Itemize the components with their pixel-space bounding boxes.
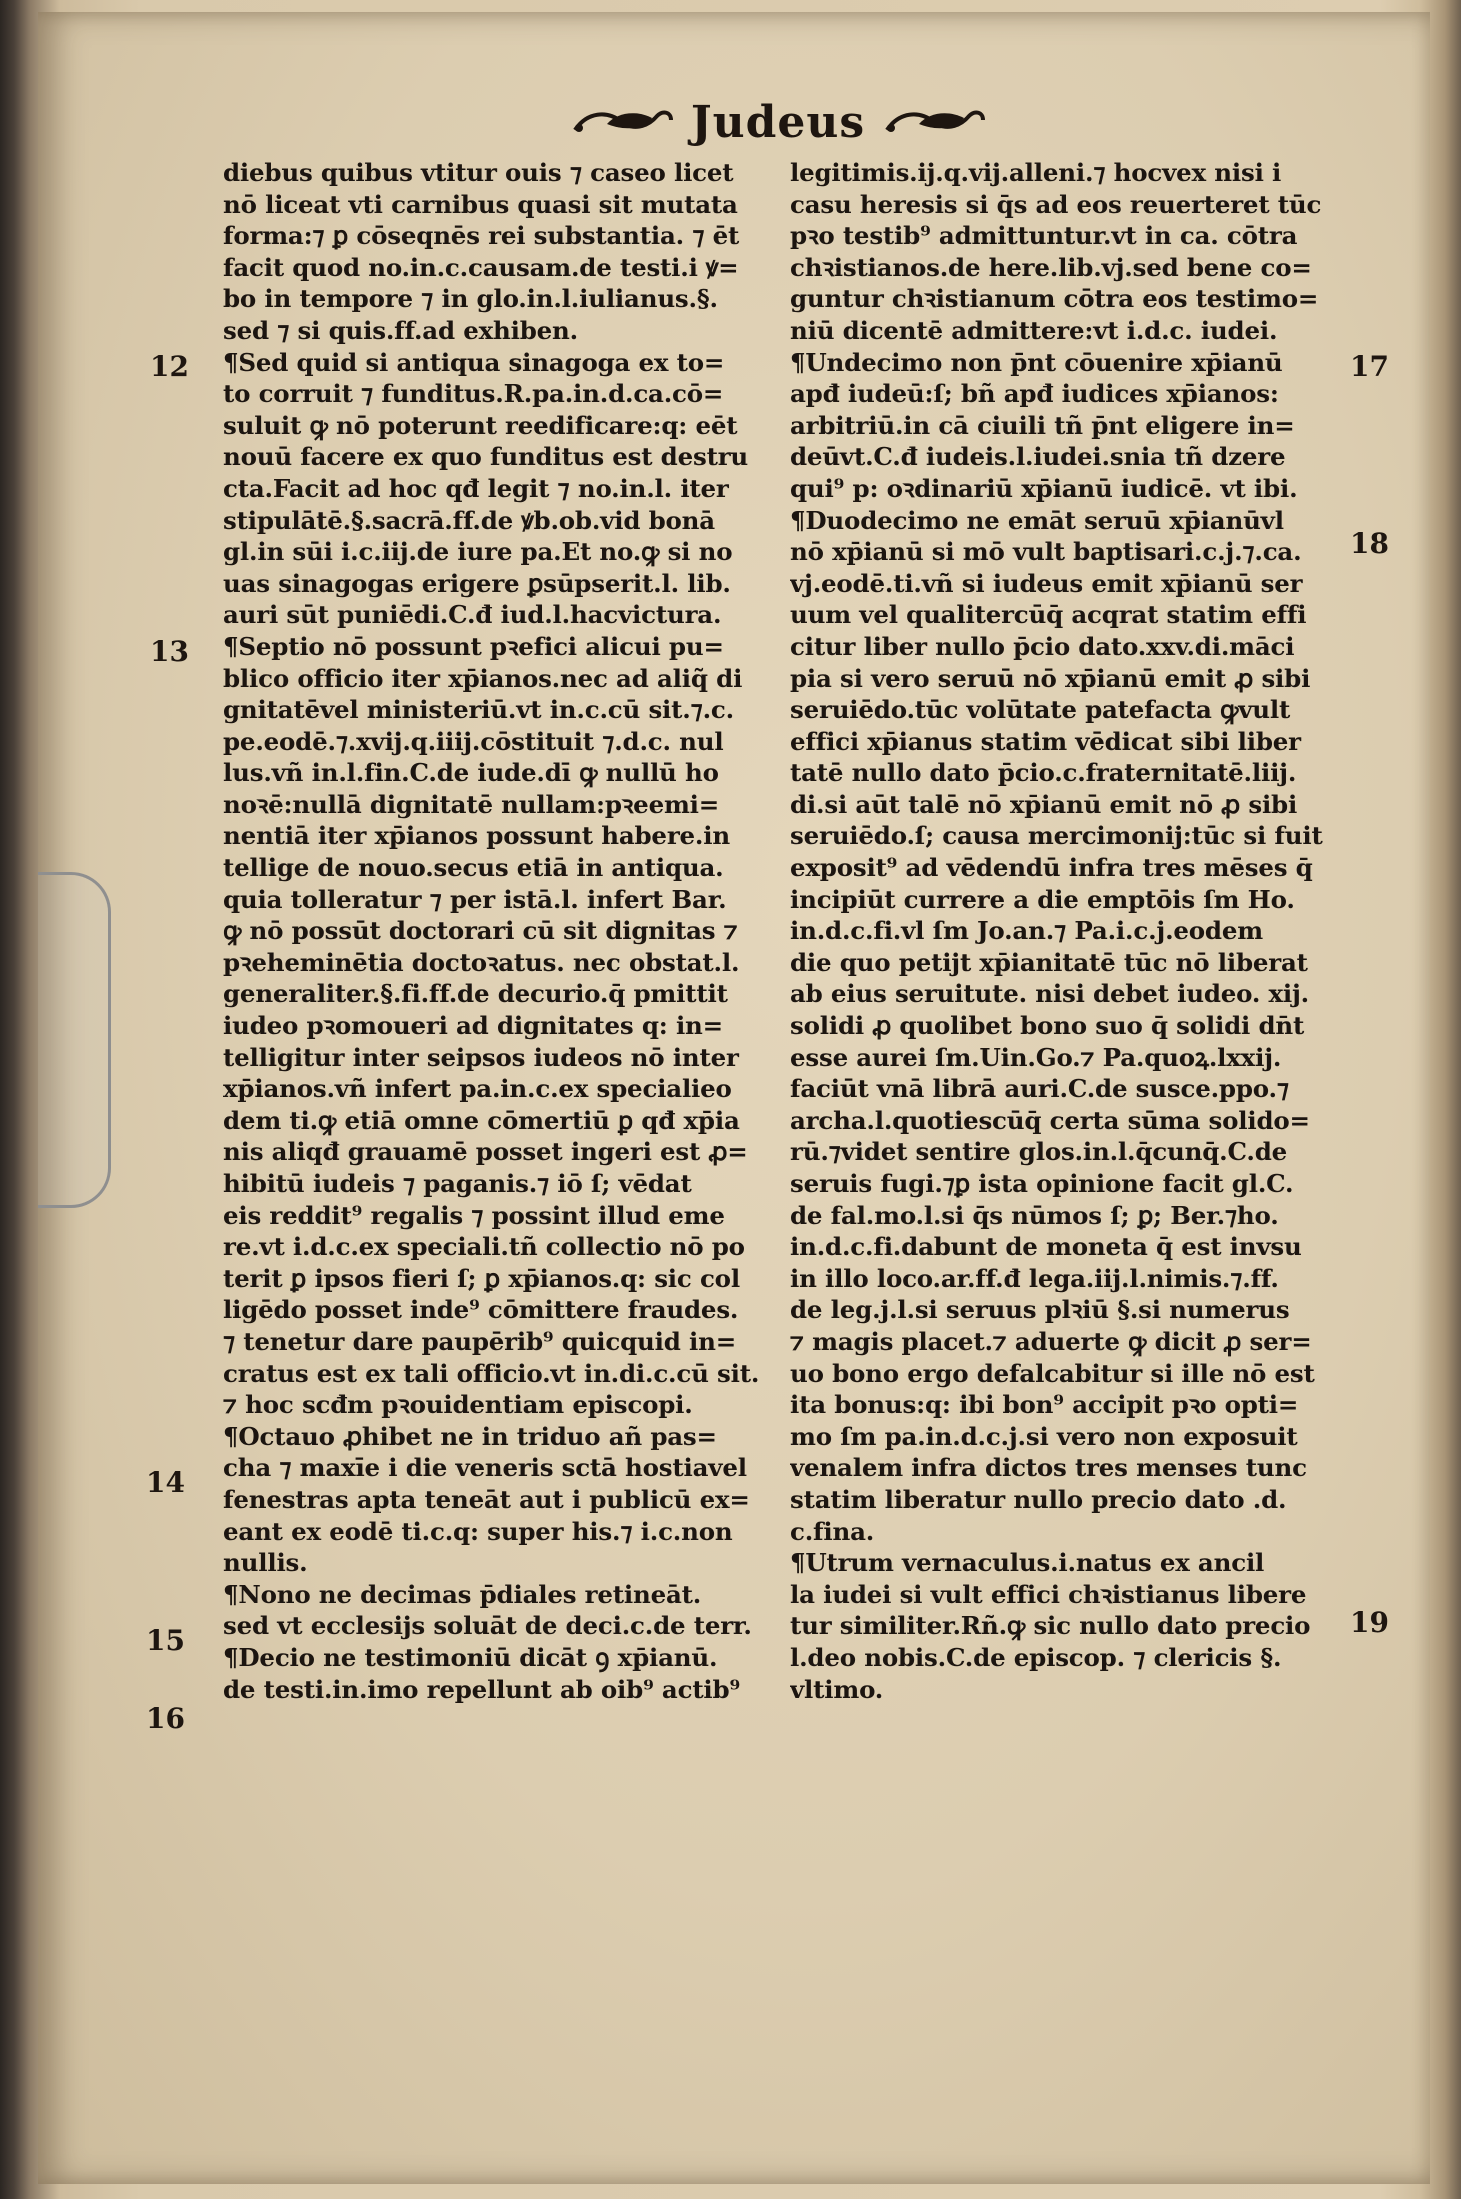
text-line: vj.eodē.ti.vñ si iudeus emit xp̄ianū ser [790, 568, 1303, 598]
text-line: die quo petijt xp̄ianitatē tūc nō liberat [790, 947, 1308, 977]
text-line: ¶Decio ne testimoniū dicāt ꝯ xp̄ianū. [223, 1642, 718, 1672]
text-line: nentiā iter xp̄ianos possunt habere.in [223, 821, 730, 851]
margin-number: 19 [1350, 1606, 1389, 1639]
text-line: arbitriū.in cā ciuili tñ p̄nt eligere in= [790, 410, 1295, 440]
text-line: de leg.j.l.si seruus plꝛiū §.si numerus [790, 1295, 1290, 1325]
text-line: in.d.c.fi.vl ſm Jo.an.⁊ Pa.i.c.j.eodem [790, 916, 1263, 946]
text-line: statim liberatur nullo precio dato .d. [790, 1484, 1287, 1514]
text-line: forma:⁊ ꝑ cōseqnēs rei substantia. ⁊ ēt [223, 221, 740, 251]
text-line: cha ⁊ maxīe i die veneris sctā hostiavel [223, 1453, 747, 1483]
text-line: dem ti.ꝙ etiā omne cōmertiū ꝑ qđ xp̄ia [223, 1105, 740, 1135]
text-line: noꝛē:nullā dignitatē nullam:pꝛeemi= [223, 789, 720, 819]
text-line: vltimo. [790, 1674, 884, 1704]
text-line: ⁊ hoc scđm pꝛouidentiam episcopi. [223, 1390, 693, 1420]
text-line: tatē nullo dato p̄cio.c.fraternitatē.liij. [790, 758, 1297, 788]
text-line: facit quod no.in.c.causam.de testi.i ꝟ= [223, 252, 739, 282]
text-line: ⁊ tenetur dare paupērib⁹ quicquid in= [223, 1326, 737, 1356]
text-line: casu heresis si q̄s ad eos reuerteret tūc [790, 189, 1322, 219]
text-line: generaliter.§.fi.ff.de decurio.q̄ pmittit [223, 979, 728, 1009]
text-line: eant ex eodē ti.c.q: super his.⁊ i.c.non [223, 1516, 733, 1546]
text-line: ¶Nono ne decimas p̄diales retineāt. [223, 1579, 702, 1609]
text-line: niū dicentē admittere:vt i.d.c. iudei. [790, 315, 1278, 345]
margin-number: 18 [1350, 527, 1389, 560]
text-line: terit ꝑ ipsos fieri ſ; ꝑ xp̄ianos.q: sic col [223, 1263, 740, 1293]
text-line: qui⁹ p: oꝛdinariū xp̄ianū iudicē. vt ibi. [790, 473, 1298, 503]
text-line: lus.vñ in.l.fin.C.de iude.dī ꝙ nullū ho [223, 758, 719, 788]
text-line: nis aliqđ grauamē posset ingeri est ꝓ= [223, 1137, 748, 1167]
margin-number: 17 [1350, 350, 1389, 383]
text-line: quia tolleratur ⁊ per istā.l. infert Bar. [223, 884, 727, 914]
text-line: solidi ꝓ quolibet bono suo q̄ solidi dn̄t [790, 1011, 1305, 1041]
text-line: auri sūt puniēdi.C.đ iud.l.hacvictura. [223, 600, 722, 630]
margin-number: 14 [146, 1466, 185, 1499]
text-line: cta.Facit ad hoc qđ legit ⁊ no.in.l. iter [223, 473, 729, 503]
text-line: blico officio iter xp̄ianos.nec ad aliq̃ di [223, 663, 743, 693]
text-line: faciūt vnā librā auri.C.de susce.ppo.⁊ [790, 1074, 1289, 1104]
text-line: hibitū iudeis ⁊ paganis.⁊ iō ſ; vēdat [223, 1169, 692, 1198]
text-line: de testi.in.imo repellunt ab oib⁹ actib⁹ [223, 1674, 741, 1704]
text-line: uo bono ergo defalcabitur si ille nō est [790, 1358, 1315, 1388]
text-line: pꝛeheminētia doctoꝛatus. nec obstat.l. [223, 947, 740, 977]
text-line: legitimis.ij.q.vij.alleni.⁊ hocvex nisi i [790, 158, 1282, 187]
page-title: Judeus [690, 96, 866, 148]
text-line: sed ⁊ si quis.ff.ad exhiben. [223, 315, 578, 345]
text-line: bo in tempore ⁊ in glo.in.l.iulianus.§. [223, 284, 718, 314]
text-line: guntur chꝛistianum cōtra eos testimo= [790, 284, 1319, 314]
text-line: incipiūt currere a die emptōis ſm Ho. [790, 884, 1295, 914]
text-line: chꝛistianos.de here.lib.vj.sed bene co= [790, 252, 1312, 282]
text-line: ⁊ magis placet.⁊ aduerte ꝙ dicit ꝓ ser= [790, 1326, 1312, 1356]
text-line: citur liber nullo p̄cio dato.xxv.di.māci [790, 631, 1295, 661]
text-line: seruiēdo.ſ; causa mercimonij:tūc si fuit [790, 821, 1323, 851]
text-line: ¶Undecimo non p̄nt cōuenire xp̄ianū [790, 347, 1283, 377]
text-line: stipulātē.§.sacrā.ff.de ꝟb.ob.vid bonā [223, 505, 715, 535]
text-line: effici xp̄ianus statim vēdicat sibi liber [790, 726, 1301, 756]
text-line: to corruit ⁊ funditus.R.pa.in.d.ca.cō= [223, 379, 724, 409]
text-line: exposit⁹ ad vēdendū infra tres mēses q̄ [790, 853, 1313, 883]
text-line: suluit ꝙ nō poterunt reedificare:q: eēt [223, 410, 738, 440]
binding-clip [38, 872, 111, 1208]
text-line: cratus est ex tali officio.vt in.di.c.cū sit. [223, 1358, 760, 1388]
text-line: xp̄ianos.vñ infert pa.in.c.ex specialieo [223, 1074, 732, 1104]
text-line: ¶Duodecimo ne emāt seruū xp̄ianūvl [790, 505, 1284, 535]
text-line: seruis fugi.⁊ꝑ ista opinione facit gl.C. [790, 1169, 1294, 1198]
text-line: l.deo nobis.C.de episcop. ⁊ clericis §. [790, 1642, 1282, 1672]
text-line: iudeo pꝛomoueri ad dignitates q: in= [223, 1011, 723, 1041]
text-line: ¶Octauo ꝓhibet ne in triduo añ pas= [223, 1421, 717, 1451]
text-line: uas sinagogas erigere ꝑsūpserit.l. lib. [223, 568, 731, 598]
text-line: pia si vero seruū nō xp̄ianū emit ꝓ sibi [790, 663, 1311, 693]
running-header [538, 92, 1018, 152]
text-line: seruiēdo.tūc volūtate patefacta ꝙvult [790, 695, 1291, 725]
text-line: la iudei si vult effici chꝛistianus libere [790, 1579, 1307, 1609]
margin-number: 16 [146, 1702, 185, 1735]
text-line: nullis. [223, 1548, 308, 1578]
text-line: nō liceat vti carnibus quasi sit mutata [223, 189, 738, 219]
text-line: tur similiter.Rñ.ꝙ sic nullo dato precio [790, 1611, 1311, 1641]
text-line: ita bonus:q: ibi bon⁹ accipit pꝛo opti= [790, 1390, 1299, 1420]
text-line: ¶Utrum vernaculus.i.natus ex ancil [790, 1548, 1265, 1578]
text-line: diebus quibus vtitur ouis ⁊ caseo licet [223, 158, 734, 187]
text-line: uum vel qualitercūq̄ acqrat statim effi [790, 600, 1307, 630]
text-line: ¶Sed quid si antiqua sinagoga ex to= [223, 347, 725, 377]
text-line: fenestras apta teneāt aut i publicū ex= [223, 1484, 750, 1514]
text-line: sed vt ecclesijs soluāt de deci.c.de terr. [223, 1611, 752, 1641]
margin-number: 12 [150, 350, 189, 383]
text-line: deūvt.C.đ iudeis.l.iudei.snia tñ dzere [790, 442, 1286, 472]
text-line: esse aurei ſm.Uin.Go.⁊ Pa.quoꝝ.lxxij. [790, 1042, 1282, 1072]
text-line: venalem infra dictos tres menses tunc [790, 1453, 1307, 1483]
text-line: ab eius seruitute. nisi debet iudeo. xij. [790, 979, 1310, 1009]
text-line: de fal.mo.l.si q̄s nūmos ſ; ꝑ; Ber.⁊ho. [790, 1200, 1279, 1230]
text-line: rū.⁊videt sentire glos.in.l.q̄cunq̄.C.de [790, 1137, 1288, 1167]
margin-number: 13 [150, 635, 189, 668]
text-line: re.vt i.d.c.ex speciali.tñ collectio nō po [223, 1232, 745, 1262]
left-column [223, 157, 783, 1705]
margin-number: 15 [146, 1624, 185, 1657]
text-line: in.d.c.fi.dabunt de moneta q̄ est invsu [790, 1232, 1302, 1262]
text-line: ¶Septio nō possunt pꝛefici alicui pu= [223, 631, 724, 661]
text-line: eis reddit⁹ regalis ⁊ possint illud eme [223, 1200, 725, 1230]
ornament-left-icon [567, 102, 677, 142]
ornament-right-icon [879, 102, 989, 142]
text-line: pꝛo testib⁹ admittuntur.vt in ca. cōtra [790, 221, 1298, 251]
text-line: archa.l.quotiescūq̄ certa sūma solido= [790, 1105, 1310, 1135]
text-line: gl.in sūi i.c.iij.de iure pa.Et no.ꝙ si no [223, 537, 733, 567]
text-line: gnitatēvel ministeriū.vt in.c.cū sit.⁊.c. [223, 695, 734, 725]
text-line: pe.eodē.⁊.xvij.q.iiij.cōstituit ⁊.d.c. nul [223, 726, 724, 756]
text-line: mo ſm pa.in.d.c.j.si vero non exposuit [790, 1421, 1298, 1451]
text-line: ꝙ nō possūt doctorari cū sit dignitas ⁊ [223, 916, 738, 946]
text-line: in illo loco.ar.ff.đ lega.iij.l.nimis.⁊.ff. [790, 1263, 1279, 1293]
text-line: tellige de nouo.secus etiā in antiqua. [223, 853, 724, 883]
right-column [790, 157, 1350, 1705]
text-line: nō xp̄ianū si mō vult baptisari.c.j.⁊.ca. [790, 537, 1302, 567]
text-line: c.fina. [790, 1516, 875, 1546]
text-line: ligēdo posset inde⁹ cōmittere fraudes. [223, 1295, 739, 1325]
text-line: di.si aūt talē nō xp̄ianū emit nō ꝓ sibi [790, 789, 1298, 819]
text-line: telligitur inter seipsos iudeos nō inter [223, 1042, 739, 1072]
page [38, 12, 1430, 2184]
text-line: apđ iudeū:ſ; bñ apđ iudices xp̄ianos: [790, 379, 1279, 409]
text-line: nouū facere ex quo funditus est destru [223, 442, 749, 472]
